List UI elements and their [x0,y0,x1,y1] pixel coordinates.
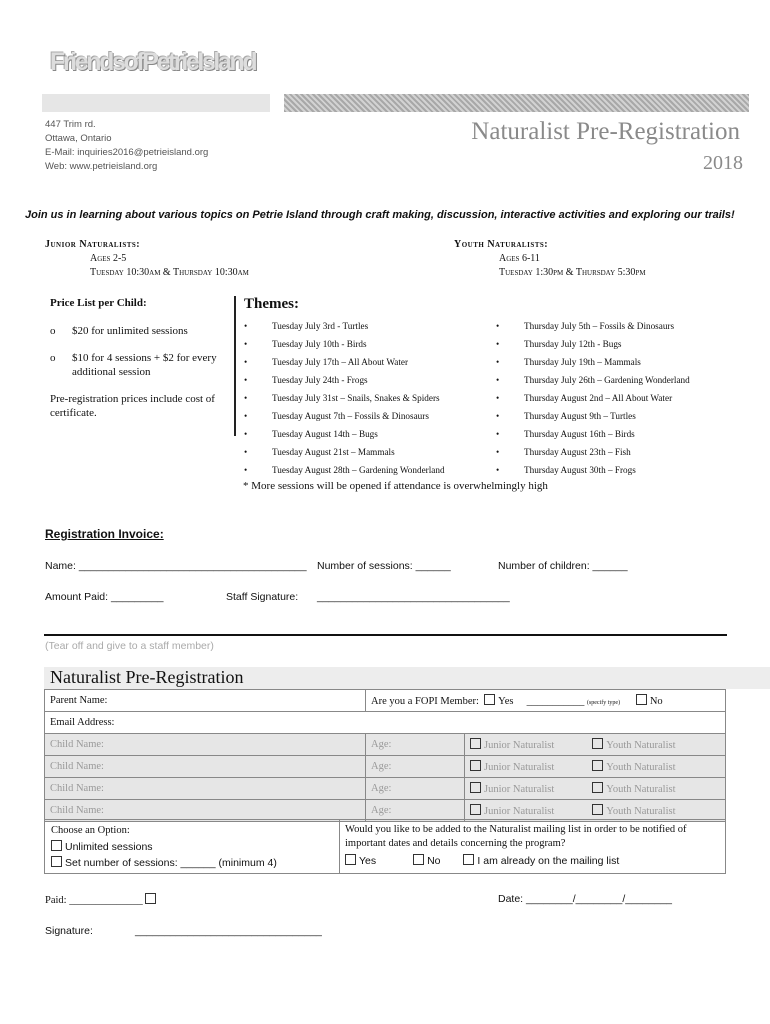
table-row [45,690,726,712]
checkbox-icon[interactable] [636,694,647,705]
price-item-four-sessions: $10 for 4 sessions + $2 for every additional session [72,352,217,378]
checkbox-icon[interactable] [463,854,474,865]
list-item: • Thursday August 2nd – All About Water [496,389,690,407]
bullet-icon: • [244,357,248,367]
invoice-sessions-field[interactable]: Number of sessions: ______ [317,560,451,572]
list-item: • Thursday July 5th – Fossils & Dinosaurs [496,317,690,335]
youth-times: Tuesday 1:30pm & Thursday 5:30pm [499,267,646,278]
staff-signature-label: Staff Signature: [226,591,299,603]
invoice-heading: Registration Invoice: [45,527,164,541]
bullet-icon: • [496,411,500,421]
brand-logo-text: FriendsofPetrieIsland [50,48,256,76]
child-name-field[interactable]: Child Name: [45,778,366,800]
program-choice-cell: Junior Naturalist Youth Naturalist [465,800,726,822]
list-item: • Tuesday August 28th – Gardening Wonderland [244,461,445,479]
bullet-icon: • [496,465,500,475]
contact-email: E-Mail: inquiries2016@petrieisland.org [45,147,209,158]
mailing-list-group [345,823,725,868]
list-item: • Thursday August 16th – Birds [496,425,690,443]
bullet-icon: • [244,393,248,403]
checkbox-icon[interactable] [592,804,603,815]
checkbox-icon[interactable] [470,738,481,749]
bullet-icon: • [244,375,248,385]
signature-field[interactable]: ________________________________ [135,925,322,937]
registration-table [44,689,726,822]
table-row [45,778,726,800]
youth-group [454,238,646,280]
header-bar-hatched [284,94,749,112]
price-item-unlimited: $20 for unlimited sessions [72,325,188,337]
form-title: Naturalist Pre-Registration [50,667,244,687]
specify-type-label: (specify type) [586,700,621,706]
child-age-field[interactable]: Age: [366,800,465,822]
price-bullet: o [50,325,56,337]
fopi-member-cell: Are you a FOPI Member: Yes ___________ (specify type) No [366,690,726,712]
table-row [45,734,726,756]
list-item: • Tuesday August 7th – Fossils & Dinosaurs [244,407,445,425]
youth-ages: Ages 6-11 [499,253,540,264]
list-item: • Thursday August 9th – Turtles [496,407,690,425]
bullet-icon: • [244,321,248,331]
staff-signature-field[interactable]: _________________________________ [317,591,510,603]
invoice-name-field[interactable]: Name: _______________________________________ [45,560,307,572]
list-item: • Tuesday July 10th - Birds [244,335,445,353]
child-name-field[interactable]: Child Name: [45,734,366,756]
list-item: • Thursday July 19th – Mammals [496,353,690,371]
themes-heading: Themes: [244,296,299,312]
options-panel [44,819,726,874]
date-field[interactable]: Date: ________/________/________ [498,893,672,905]
checkbox-icon[interactable] [413,854,424,865]
checkbox-icon[interactable] [145,893,156,904]
thursday-sessions [496,317,690,479]
bullet-icon: • [244,447,248,457]
parent-name-field[interactable]: Parent Name: [45,690,366,712]
header-bar-light [42,94,270,112]
specify-type-field[interactable]: ___________ [526,696,585,707]
bullet-icon: • [244,429,248,439]
tear-line [44,634,727,636]
checkbox-icon[interactable] [470,804,481,815]
list-item: • Tuesday July 31st – Snails, Snakes & Spiders [244,389,445,407]
document-year: 2018 [703,152,743,174]
list-item: • Tuesday July 3rd - Turtles [244,317,445,335]
list-item: • Tuesday August 21st – Mammals [244,443,445,461]
list-item: • Thursday July 12th - Bugs [496,335,690,353]
bullet-icon: • [496,375,500,385]
mailing-question: Would you like to be added to the Naturalist mailing list in order to be notified of important dates and details concerning the program? [345,824,687,849]
signature-label: Signature: [45,925,93,937]
junior-times: Tuesday 10:30am & Thursday 10:30am [90,267,249,278]
contact-address: 447 Trim rd. [45,119,96,130]
document-title: Naturalist Pre-Registration [471,118,740,145]
list-item: • Thursday August 30th – Frogs [496,461,690,479]
program-choice-cell: Junior Naturalist Youth Naturalist [465,734,726,756]
contact-city: Ottawa, Ontario [45,133,112,144]
junior-group [45,238,249,280]
checkbox-icon[interactable] [592,760,603,771]
checkbox-icon[interactable] [484,694,495,705]
list-item: • Tuesday July 17th – All About Water [244,353,445,371]
bullet-icon: • [496,339,500,349]
youth-heading: Youth Naturalists: [454,239,549,250]
invoice-amount-field[interactable]: Amount Paid: _________ [45,591,164,603]
bullet-icon: • [496,429,500,439]
child-age-field[interactable]: Age: [366,734,465,756]
child-age-field[interactable]: Age: [366,756,465,778]
list-item: • Thursday July 26th – Gardening Wonderland [496,371,690,389]
table-row [45,756,726,778]
bullet-icon: • [496,447,500,457]
intro-text: Join us in learning about various topics on Petrie Island through craft making, discussion, interactive activities and exploring our trails! [25,209,735,221]
checkbox-icon[interactable] [51,840,62,851]
session-option-group [51,823,277,871]
child-name-field[interactable]: Child Name: [45,800,366,822]
child-name-field[interactable]: Child Name: [45,756,366,778]
bullet-icon: • [244,339,248,349]
price-note: Pre-registration prices include cost of certificate. [50,393,215,419]
tuesday-sessions [244,317,445,479]
checkbox-icon[interactable] [345,854,356,865]
choose-option-label: Choose an Option: [51,825,130,836]
checkbox-icon[interactable] [470,760,481,771]
checkbox-icon[interactable] [592,738,603,749]
email-address-field[interactable]: Email Address: [45,712,726,734]
junior-ages: Ages 2-5 [90,253,127,264]
sessions-note: * More sessions will be opened if attendance is overwhelmingly high [243,480,548,492]
program-choice-cell: Junior Naturalist Youth Naturalist [465,756,726,778]
option-set-number[interactable]: Set number of sessions: ______ (minimum 4) [51,855,277,871]
bullet-icon: • [244,411,248,421]
list-item: • Tuesday July 24th - Frogs [244,371,445,389]
program-choice-cell: Junior Naturalist Youth Naturalist [465,778,726,800]
themes-divider [234,296,236,436]
list-item: • Thursday August 23th – Fish [496,443,690,461]
tear-off-note: (Tear off and give to a staff member) [45,640,214,652]
bullet-icon: • [496,357,500,367]
checkbox-icon[interactable] [592,782,603,793]
contact-web: Web: www.petrieisland.org [45,161,158,172]
bullet-icon: • [496,393,500,403]
price-heading: Price List per Child: [50,297,147,309]
option-unlimited[interactable]: Unlimited sessions [51,839,277,855]
bullet-icon: • [244,465,248,475]
invoice-children-field[interactable]: Number of children: ______ [498,560,628,572]
bullet-icon: • [496,321,500,331]
child-age-field[interactable]: Age: [366,778,465,800]
paid-field[interactable]: Paid: ______________ [45,893,159,906]
price-bullet: o [50,352,56,364]
checkbox-icon[interactable] [470,782,481,793]
list-item: • Tuesday August 14th – Bugs [244,425,445,443]
checkbox-icon[interactable] [51,856,62,867]
junior-heading: Junior Naturalists: [45,239,141,250]
mailing-choices: Yes No I am already on the mailing list [345,854,725,868]
table-row [45,712,726,734]
options-divider [339,820,340,873]
contact-block [45,118,208,174]
